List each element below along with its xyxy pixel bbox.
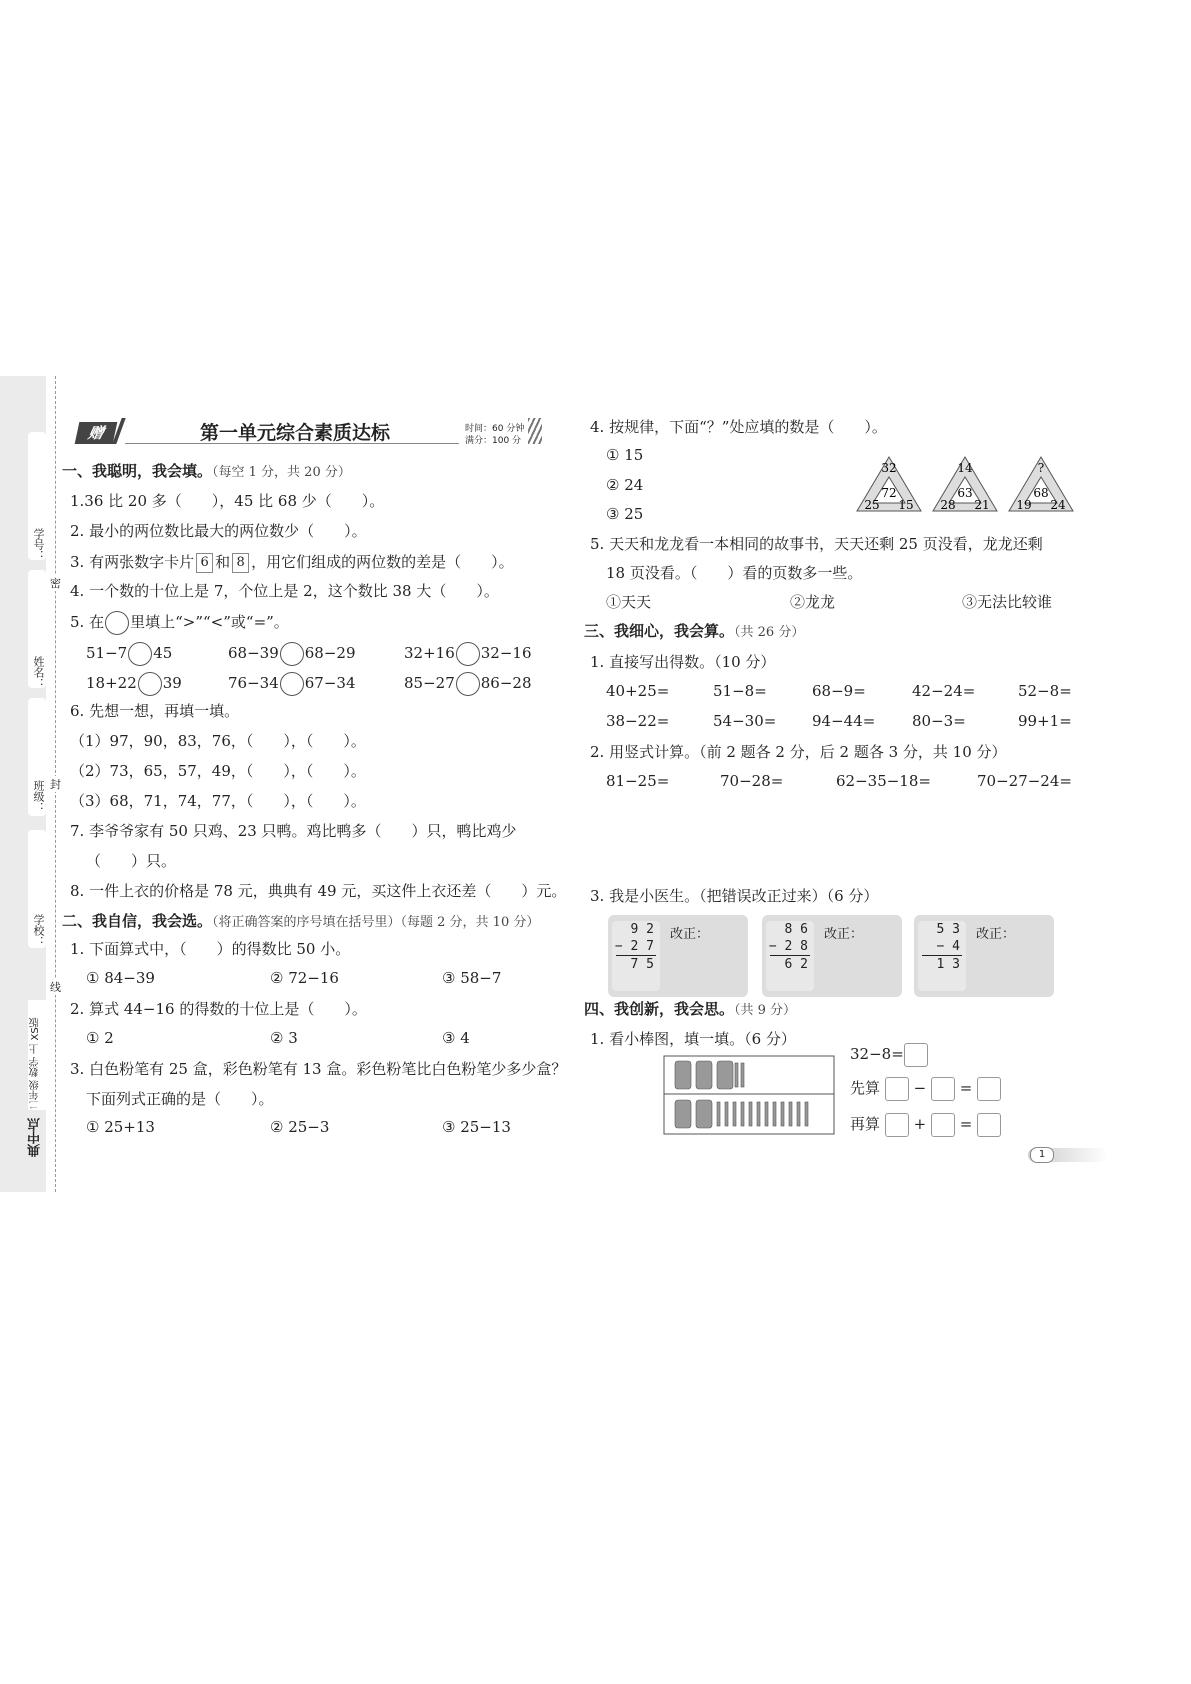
header-stripes — [528, 418, 542, 444]
oral-calc: 99+1= — [1018, 712, 1072, 730]
calc-top: 5 3 — [936, 922, 960, 937]
oral-calc: 54−30= — [713, 712, 777, 730]
section-2-note: （将正确答案的序号填在括号里）（每题 2 分，共 10 分） — [212, 915, 540, 930]
s1-q5 — [70, 611, 289, 635]
s2-q3-opt-2[interactable]: ② 25−3 — [270, 1118, 330, 1136]
compare-item — [404, 642, 532, 666]
oral-calc: 51−8= — [713, 682, 767, 700]
page-number: 1 — [1030, 1147, 1054, 1163]
s1-q3 — [70, 551, 514, 573]
calc-result: 1 3 — [936, 957, 960, 972]
s2-q2-opt-1[interactable]: ① 2 — [86, 1029, 114, 1047]
s2-q2-opt-2[interactable]: ② 3 — [270, 1029, 298, 1047]
section-3-heading — [584, 620, 804, 641]
seal-feng: 封 — [50, 778, 61, 791]
gift-badge — [75, 422, 118, 444]
section-2-title: 二、我自信，我会选。 — [62, 912, 213, 930]
answer-box[interactable] — [931, 1113, 955, 1137]
triangle-figure-2 — [933, 457, 997, 512]
triangle-figure-3 — [1009, 457, 1073, 512]
compare-right: 86−28 — [480, 674, 532, 692]
s1-q6-2: （2）73，65，57，49，（ ），（ ）。 — [70, 762, 366, 780]
oral-calc: 80−3= — [912, 712, 966, 730]
s1-q5-text-a: 5. 在 — [70, 613, 105, 631]
s2-q3-line2: 下面列式正确的是（ ）。 — [86, 1090, 274, 1108]
student-no-label: 学号： — [32, 528, 45, 561]
gift-badge-text: 赠 — [86, 424, 106, 442]
tri2-center: 63 — [957, 486, 973, 500]
calc-subtrahend: − 2 7 — [614, 939, 654, 954]
vertical-calc: 81−25= — [606, 772, 670, 790]
s2-q5-line2: 18 页没看。（ ）看的页数多一些。 — [606, 564, 863, 582]
wrong-calculation — [918, 921, 966, 991]
s2-q5-opt-2[interactable]: ②龙龙 — [790, 593, 836, 611]
digit-card-2: 8 — [232, 553, 249, 573]
oral-calc: 42−24= — [912, 682, 976, 700]
oral-calc: 40+25= — [606, 682, 670, 700]
s2-q4-opt-1[interactable]: ① 15 — [606, 446, 644, 464]
vertical-calc: 70−28= — [720, 772, 784, 790]
vertical-calc: 70−27−24= — [977, 772, 1072, 790]
s4-equation — [850, 1043, 928, 1067]
compare-left: 51−7 — [86, 644, 128, 662]
tri3-left: 19 — [1016, 498, 1032, 512]
grade-book-label: 二年级 数学 上 XS版 — [28, 1000, 46, 1110]
triangle-figure-1 — [857, 457, 921, 512]
compare-answer-circle[interactable] — [456, 672, 480, 696]
oral-calc: 38−22= — [606, 712, 670, 730]
s1-q2: 2. 最小的两位数比最大的两位数少（ ）。 — [70, 522, 367, 540]
s2-q4: 4. 按规律，下面“？”处应填的数是（ ）。 — [590, 418, 887, 436]
s4-then-step — [850, 1113, 1001, 1137]
tri1-right: 15 — [898, 498, 914, 512]
equals-sign: = — [959, 1115, 973, 1133]
s2-q5-line1: 5. 天天和龙龙看一本相同的故事书，天天还剩 25 页没看，龙龙还剩 — [590, 535, 1043, 553]
answer-box[interactable] — [977, 1113, 1001, 1137]
compare-right: 68−29 — [304, 644, 356, 662]
s1-q3-and: 和 — [215, 553, 231, 571]
s2-q4-opt-2[interactable]: ② 24 — [606, 476, 644, 494]
page-title: 第一单元综合素质达标 — [200, 422, 391, 444]
tri1-center: 72 — [881, 486, 897, 500]
s2-q3-opt-3[interactable]: ③ 25−13 — [442, 1118, 511, 1136]
time-label: 时间：60 分钟 — [465, 424, 525, 434]
s1-q1: 1.36 比 20 多（ ），45 比 68 少（ ）。 — [70, 492, 385, 510]
s1-q7-line2: （ ）只。 — [86, 852, 177, 870]
compare-answer-circle[interactable] — [128, 642, 152, 666]
oral-calc: 94−44= — [812, 712, 876, 730]
tri3-center: 68 — [1033, 486, 1049, 500]
compare-circle-sample — [105, 611, 129, 635]
seal-xian: 线 — [50, 981, 61, 994]
compare-left: 68−39 — [228, 644, 279, 662]
s2-q1-opt-3[interactable]: ③ 58−7 — [442, 969, 502, 987]
compare-right: 39 — [162, 674, 182, 692]
tri2-right: 21 — [974, 498, 990, 512]
tri1-left: 25 — [864, 498, 880, 512]
brand-logo: 典中点 — [28, 1118, 43, 1157]
section-1-note: （每空 1 分，共 20 分） — [212, 465, 351, 480]
s3-q2: 2. 用竖式计算。（前 2 题各 2 分，后 2 题各 3 分，共 10 分） — [590, 743, 1007, 761]
section-3-note: （共 26 分） — [734, 625, 805, 640]
tri3-top: ? — [1037, 461, 1045, 475]
s2-q3-opt-1[interactable]: ① 25+13 — [86, 1118, 155, 1136]
compare-left: 76−34 — [228, 674, 279, 692]
sticks-diagram — [663, 1055, 835, 1135]
s2-q1: 1. 下面算式中，（ ）的得数比 50 小。 — [70, 940, 351, 958]
calc-top: 9 2 — [630, 922, 654, 937]
section-4-heading — [584, 998, 796, 1019]
school-label: 学校： — [32, 914, 45, 947]
s2-q4-opt-3[interactable]: ③ 25 — [606, 505, 644, 523]
s2-q2-opt-3[interactable]: ③ 4 — [442, 1029, 470, 1047]
calc-subtrahend: − 2 8 — [768, 939, 808, 954]
section-1-heading — [62, 460, 351, 481]
compare-left: 32+16 — [404, 644, 455, 662]
s4-q1: 1. 看小棒图，填一填。（6 分） — [590, 1030, 796, 1048]
oral-calc: 68−9= — [812, 682, 866, 700]
s1-q8: 8. 一件上衣的价格是 78 元，典典有 49 元，买这件上衣还差（ ）元。 — [70, 882, 567, 900]
compare-left: 85−27 — [404, 674, 455, 692]
s2-q1-opt-1[interactable]: ① 84−39 — [86, 969, 155, 987]
compare-item — [228, 672, 356, 696]
calc-result: 6 2 — [784, 957, 808, 972]
section-4-title: 四、我创新，我会思。 — [584, 1000, 735, 1018]
s1-q3-text-a: 3. 有两张数字卡片 — [70, 553, 195, 571]
then-step-label: 再算 — [850, 1115, 881, 1133]
oral-calc: 52−8= — [1018, 682, 1072, 700]
s1-q6-1: （1）97，90，83，76，（ ），（ ）。 — [70, 732, 366, 750]
compare-right: 67−34 — [304, 674, 356, 692]
s4-eq-text: 32−8= — [850, 1045, 904, 1063]
section-1-title: 一、我聪明，我会填。 — [62, 462, 213, 480]
s1-q7-line1: 7. 李爷爷家有 50 只鸡、23 只鸭。鸡比鸭多（ ）只，鸭比鸡少 — [70, 822, 517, 840]
compare-answer-circle[interactable] — [280, 672, 304, 696]
s1-q4: 4. 一个数的十位上是 7，个位上是 2，这个数比 38 大（ ）。 — [70, 582, 499, 600]
tri1-top: 32 — [881, 461, 897, 475]
name-label: 姓名： — [32, 656, 45, 689]
wrong-calculation — [612, 921, 660, 991]
calc-subtrahend: − 4 — [936, 939, 960, 954]
calc-top: 8 6 — [784, 922, 808, 937]
s4-first-step — [850, 1077, 1001, 1101]
compare-right: 32−16 — [480, 644, 532, 662]
s1-q5-text-b: 里填上“>”“<”或“=”。 — [130, 613, 289, 631]
compare-answer-circle[interactable] — [138, 672, 162, 696]
compare-right: 45 — [153, 644, 173, 662]
s2-q5-opt-1[interactable]: ①天天 — [606, 593, 652, 611]
answer-box[interactable] — [931, 1077, 955, 1101]
answer-box[interactable] — [885, 1077, 909, 1101]
s3-q1: 1. 直接写出得数。（10 分） — [590, 653, 776, 671]
tri2-top: 14 — [957, 461, 973, 475]
compare-item — [86, 642, 172, 666]
s2-q2: 2. 算式 44−16 的得数的十位上是（ ）。 — [70, 1000, 367, 1018]
compare-item — [228, 642, 356, 666]
compare-answer-circle[interactable] — [280, 642, 304, 666]
answer-box[interactable] — [904, 1043, 928, 1067]
fix-label: 改正： — [976, 927, 1016, 942]
section-2-heading — [62, 910, 539, 931]
fix-label: 改正： — [824, 927, 864, 942]
wrong-calculation — [766, 921, 814, 991]
tri2-left: 28 — [940, 498, 956, 512]
s2-q5-opt-3[interactable]: ③无法比较谁 — [962, 593, 1053, 611]
fix-label: 改正： — [670, 927, 710, 942]
plus-sign: + — [913, 1115, 927, 1133]
compare-answer-circle[interactable] — [456, 642, 480, 666]
calc-result: 7 5 — [630, 957, 654, 972]
answer-box[interactable] — [977, 1077, 1001, 1101]
section-4-note: （共 9 分） — [734, 1003, 797, 1018]
score-label: 满分：100 分 — [465, 436, 522, 446]
s1-q6: 6. 先想一想，再填一填。 — [70, 702, 240, 720]
first-step-label: 先算 — [850, 1079, 881, 1097]
doctor-card-3 — [914, 915, 1054, 997]
section-3-title: 三、我细心，我会算。 — [584, 622, 735, 640]
pattern-triangles — [855, 455, 1085, 515]
vertical-calc: 62−35−18= — [836, 772, 931, 790]
tri3-right: 24 — [1050, 498, 1066, 512]
answer-box[interactable] — [885, 1113, 909, 1137]
compare-left: 18+22 — [86, 674, 137, 692]
s1-q3-text-b: ，用它们组成的两位数的差是（ ）。 — [251, 553, 514, 571]
minus-sign: − — [913, 1079, 927, 1097]
compare-item — [86, 672, 182, 696]
s1-q6-3: （3）68，71，74，77，（ ），（ ）。 — [70, 792, 366, 810]
compare-item — [404, 672, 532, 696]
doctor-card-2 — [762, 915, 902, 997]
equals-sign: = — [959, 1079, 973, 1097]
digit-card-1: 6 — [196, 553, 213, 573]
seal-mi: 密 — [50, 577, 61, 590]
s3-q3: 3. 我是小医生。（把错误改正过来）（6 分） — [590, 887, 879, 905]
doctor-card-1 — [608, 915, 748, 997]
s2-q3-line1: 3. 白色粉笔有 25 盒，彩色粉笔有 13 盒。彩色粉笔比白色粉笔少多少盒？ — [70, 1060, 567, 1078]
s2-q1-opt-2[interactable]: ② 72−16 — [270, 969, 339, 987]
class-label: 班级： — [32, 780, 45, 813]
